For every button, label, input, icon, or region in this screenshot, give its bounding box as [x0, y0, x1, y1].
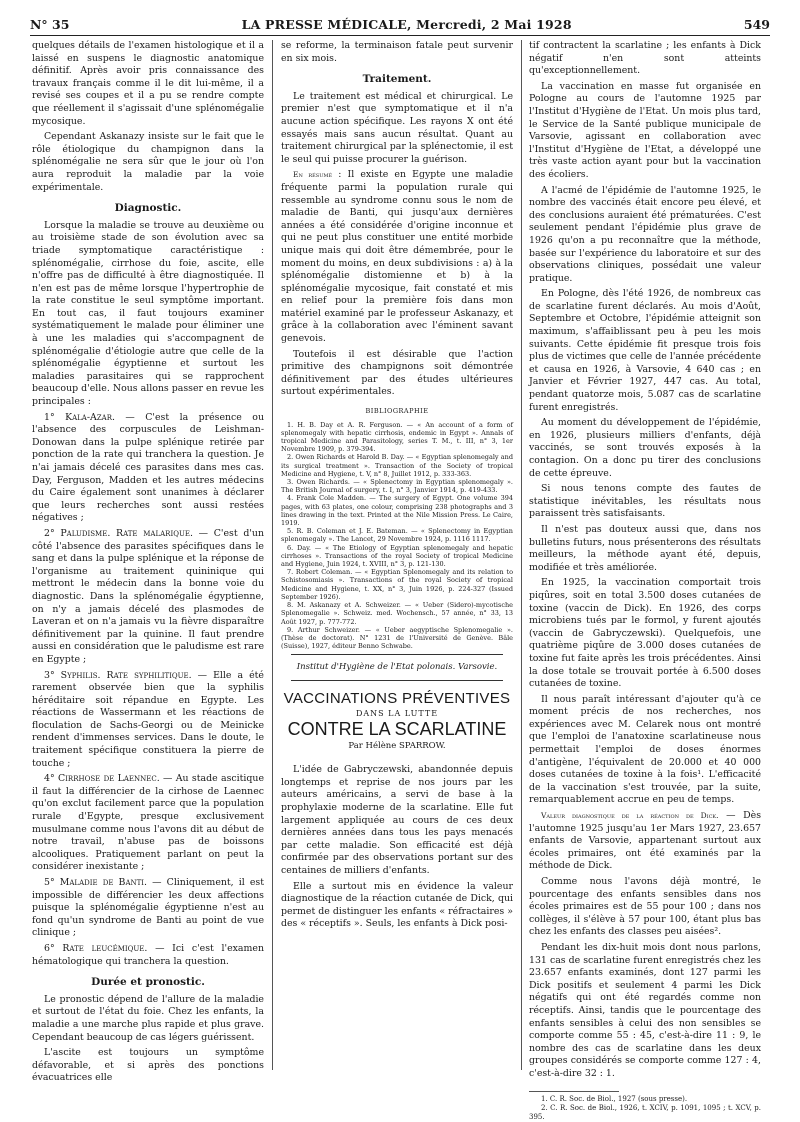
- paragraph: Comme nous l'avons déjà montré, le pourcentage des enfants sensibles dans nos écoles primaires est de 55 pour 100 ; dans nos collèges, il s'élève à 57 pour 100, étant plus bas chez les enfants des classes peu aisées².: [529, 876, 761, 938]
- divider: [291, 654, 503, 655]
- bibliography-entry: 5. R. B. Coleman et J. E. Bateman. — « Splenectomy in Egyptian splenomegaly ». The Lancet, 29 Novembre 1924, p. 1116 1117.: [281, 527, 513, 544]
- page-number: 549: [743, 17, 770, 32]
- item-lead: 2° Paludisme. Rate malarique.: [44, 527, 193, 539]
- paragraph: L'idée de Gabryczewski, abandonnée depuis longtemps et reprise de nos jours par les auteurs américains, a servi de base à la prophylaxie moderne de la scarlatine. Elle fut largement appliquée au cours de ces deux dernières années dans tous les pays menacés par cette maladie. Son efficacité est déjà confirmée par des observations portant sur des centaines de milliers d'enfants.: [281, 764, 513, 877]
- bibliography-entry: 9. Arthur Schweizer. — « Ueber aegyptische Splenomegalie ». (Thèse de doctorat). N° 1231 de l'Université de Genève. Bâle (Suisse), 1927, éditeur Benno Schwabe.: [281, 625, 513, 651]
- paragraph: Le traitement est médical et chirurgical. Le premier n'est que symptomatique et il n'a aucune action spécifique. Les rayons X ont été essayés mais sans aucun résultat. Quant au traitement chirurgical par la splénectomie, il est le seul qui puisse procurer la guérison.: [281, 90, 513, 165]
- article-title-2: DANS LA LUTTE: [355, 708, 439, 718]
- issue-number: N° 35: [30, 17, 70, 32]
- paragraph: Elle a surtout mis en évidence la valeur diagnostique de la réaction cutanée de Dick, qui permet de distinguer les enfants « réfractaires » des « réceptifs ». Seuls, les enfants à Dick posi-: [281, 880, 513, 930]
- paragraph: Le pronostic dépend de l'allure de la maladie et surtout de l'état du foie. Chez les enfants, la maladie a une marche plus rapide et plus grave. Cependant beaucoup de cas légers guérissent.: [32, 993, 264, 1043]
- paragraph: L'ascite est toujours un symptôme défavorable, et si après des ponctions évacuatrices elle: [32, 1047, 264, 1084]
- paragraph: Il n'est pas douteux aussi que, dans nos bulletins futurs, nous présenterons des résultats meilleurs, la méthode ayant été, depuis, modifiée et très améliorée.: [529, 523, 761, 573]
- paragraph: Il nous paraît intéressant d'ajouter qu'à ce moment précis de nos recherches, nos expériences avec M. Celarek nous ont montré que l'emploi de l'anatoxine scarlatineuse nous permettait l'emploi de doses énormes d'antigène, l'équivalent de 20.000 et 40 000 doses cutanées de toxine à la fois¹. L'efficacité de la vaccination s'est trouvée, par la suite, remarquablement accrue en peu de temps.: [529, 693, 761, 806]
- section-heading: Durée et pronostic.: [91, 976, 205, 989]
- bibliography-entry: 7. Robert Coleman. — « Egyptian Splenomegaly and its relation to Schistosomiasis ». Transactions of the royal Society of tropical Medicine and Hygiene, t. XX, n° 3, Juin 1926, p. 224-327 (Issued September 1926).: [281, 568, 513, 601]
- bibliography-entry: 8. M. Askanazy et A. Schweizer. — « Ueber (Sidero)-mycotische Splenomegalie ». Schweiz. med. Wochensch., 57 année, n° 33, 13 Août 1927, p. 777-772.: [281, 601, 513, 626]
- paragraph: quelques détails de l'examen histologique et il a laissé en suspens le diagnostic anatomique définitif. Après avoir pris connaissance des travaux français comme il le dit lui-même, il a revisé ses coupes et il a pu se rendre compte que réellement il s'agissait d'une splénomégalie mycosique.: [32, 40, 264, 127]
- column-divider: [272, 40, 273, 1070]
- list-item: 6° Rate leucémique. — Ici c'est l'examen hématologique qui tranchera la question.: [32, 942, 264, 967]
- bibliography-entry: 6. Day. — « The Etiology of Egyptian splenomegaly and hepatic cirrhoses ». Transactions of the royal Society of tropical Medicine and Hygiene, Juin 1924, t. XVIII, n° 3, p. 121-130.: [281, 543, 513, 569]
- section-heading: Diagnostic.: [114, 202, 182, 215]
- subsection-lead: Valeur diagnostique de la réaction de Dick.: [541, 811, 719, 821]
- article-title-1: VACCINATIONS PRÉVENTIVES: [283, 689, 511, 707]
- list-item: 2° Paludisme. Rate malarique. — C'est d'un côté l'absence des parasites spécifiques dans le sang et dans la pulpe splénique et la réponse de l'organisme au traitement quininique qui mettront le médecin dans la bonne voie du diagnostic. Dans la splénomégalie égyptienne, on n'y a jamais décelé des plasmodes de Laveran et on n'a jamais vu la fièvre disparaître définitivement par la quinine. Il faut prendre aussi en considération que le paludisme est rare en Egypte ;: [32, 527, 264, 665]
- column-3: [529, 40, 761, 1122]
- paragraph: La vaccination en masse fut organisée en Pologne au cours de l'automne 1925 par l'Institut d'Hygiène de l'Etat. Un mois plus tard, le Service de la Santé publique municipale de Varsovie, agissant en collaboration avec l'Institut d'Hygiène de l'Etat, a développé une très vaste action ayant pour but la vaccination des écoliers.: [529, 80, 761, 180]
- paragraph: Valeur diagnostique de la réaction de Dick. — Dès l'automne 1925 jusqu'au 1er Mars 1927, 23.657 enfants de Varsovie, appartenant surtout aux écoles primaires, ont été examinés par la méthode de Dick.: [529, 810, 762, 872]
- bibliography-list: [281, 421, 513, 651]
- divider: [291, 680, 503, 681]
- item-lead: 1° Kala-Azar.: [44, 411, 115, 423]
- column-2: [281, 40, 513, 934]
- paragraph: Au moment du développement de l'épidémie, en 1926, plusieurs milliers d'enfants, déjà vaccinés, se sont trouvés exposés à la contagion. On a donc pu tirer des conclusions de cette épreuve.: [529, 417, 761, 479]
- article-author: Par Hélène SPARROW.: [348, 740, 446, 751]
- paragraph: se reforme, la terminaison fatale peut survenir en six mois.: [281, 40, 513, 64]
- paragraph: Lorsque la maladie se trouve au deuxième ou au troisième stade de son évolution avec sa triade symptomatique caractéristique : splénomégalie, cirrhose du foie, ascite, elle n'offre pas de difficulté à être diagnostiquée. Il n'en est pas de même lorsque l'hypertrophie de la rate constitue le seul symptôme important. En tout cas, il faut toujours examiner systématiquement le malade pour éliminer une à une les maladies qui s'accompagnent de splénomégalie d'étiologie autre que celle de la splénomégalie égyptienne et surtout les maladies parasitaires qui se rapprochent beaucoup d'elle. Nous allons passer en revue les principales :: [32, 219, 264, 408]
- paragraph: Pendant les dix-huit mois dont nous parlons, 131 cas de scarlatine furent enregistrés chez les 23.657 enfants examinés, dont 127 parmi les Dick positifs et seulement 4 parmi les Dick négatifs qui ont été regardés comme non réceptifs. Ainsi, tandis que le pourcentage des enfants sensibles à celui des non sensibles se comporte comme 55 : 45, c'est-à-dire 11 : 9, le nombre des cas de scarlatine dans les deux groupes considérés se comporte comme 127 : 4, c'est-à-dire 32 : 1.: [529, 941, 761, 1079]
- paragraph: Cependant Askanazy insiste sur le fait que le rôle étiologique du champignon dans la splénomégalie ne sera sûr que le jour où l'on aura reproduit la maladie par la voie expérimentale.: [32, 131, 264, 193]
- list-item: 1° Kala-Azar. — C'est la présence ou l'absence des corpuscules de Leishman-Donowan dans la pulpe splénique retirée par ponction de la rate qui tranchera la question. Je n'ai jamais décelé ces parasites dans mes cas. Day, Ferguson, Madden et les autres médecins du Caire également sont unanimes à déclarer que leurs recherches sont aussi restées négatives ;: [32, 411, 264, 524]
- bibliography-entry: 3. Owen Richards. — « Splenectomy in Egyptian splenomegaly ». The British Journal of surgery, t. I, n° 3, Janvier 1914, p. 419-433.: [281, 478, 513, 495]
- column-1: [32, 40, 264, 1088]
- bibliography-heading: BIBLIOGRAPHIE: [365, 407, 429, 416]
- footnote-rule: [529, 1091, 619, 1092]
- bibliography-entry: 4. Frank Cole Madden. — The surgery of Egypt. One volume 394 pages, with 63 plates, one colour, comprising 238 photographs and 3 lines drawing in the text. Printed at the Nile Mission Press. Le Caire, 1919.: [281, 494, 513, 528]
- summary-lead: En résumé: [293, 170, 333, 180]
- item-lead: 3° Syphilis. Rate syphilitique.: [44, 669, 192, 681]
- section-heading: Traitement.: [362, 73, 432, 86]
- list-item: 5° Maladie de Banti. — Cliniquement, il est impossible de différencier les deux affections puisque la splénomégalie égyptienne n'est au fond qu'un syndrome de Banti au point de vue clinique ;: [32, 877, 264, 939]
- bibliography-entry: 1. H. B. Day et A. R. Ferguson. — « An account of a form of splenomegaly with hepatic cirrhosis, endemic in Egypt ». Annals of tropical Medicine and Parasitology, series T. M., t. III, n° 3, 1er Novembre 1909, p. 379-394.: [281, 420, 513, 454]
- page-header: [30, 14, 770, 36]
- bibliography-entry: 2. Owen Richards et Harold B. Day. — « Egyptian splenomegaly and its surgical treatment ». Transaction of the Society of tropical Medicine and Hygiene, t. V, n° 8, Juillet 1912, p. 333-363.: [281, 453, 513, 478]
- journal-title: LA PRESSE MÉDICALE, Mercredi, 2 Mai 1928: [241, 17, 572, 32]
- column-divider: [521, 40, 522, 1070]
- article-title-3: CONTRE LA SCARLATINE: [287, 719, 507, 740]
- item-lead: 6° Rate leucémique.: [44, 942, 148, 954]
- item-lead: 4° Cirrhose de Laennec.: [44, 773, 160, 785]
- paragraph: En résumé : Il existe en Egypte une maladie fréquente parmi la population rurale qui ressemble au syndrome connu sous le nom de maladie de Banti, qui jusqu'aux dernières années a été considérée d'origine inconnue et qui ne peut plus constituer une entité morbide unique mais qui doit être démembrée, pour le moment du moins, en deux subdivisions : a) à la splénomégalie distomienne et b) à la splénomégalie mycosique, fait constaté et mis en relief pour la première fois dans mon matériel examiné par le professeur Askanazy, et grâce à la collaboration avec l'éminent savant genevois.: [281, 169, 513, 345]
- footnote: 2. C. R. Soc. de Biol., 1926, t. XCIV, p. 1091, 1095 ; t. XCV, p. 395.: [529, 1103, 761, 1121]
- paragraph: En Pologne, dès l'été 1926, de nombreux cas de scarlatine furent déclarés. Au mois d'Août, Septembre et Octobre, l'épidémie atteignit son maximum, s'affaiblissant peu à peu les mois suivants. Cette épidémie fit presque trois fois plus de victimes que celle de l'année précédente et causa en 1926, à Varsovie, 4 640 cas ; en Janvier et Février 1927, 447 cas. Au total, pendant quatorze mois, 5.087 cas de scarlatine furent enregistrés.: [529, 288, 761, 413]
- paragraph: Si nous tenons compte des fautes de statistique inévitables, les résultats nous paraissent très satisfaisants.: [529, 483, 761, 520]
- paragraph: En 1925, la vaccination comportait trois piqûres, soit en total 3.500 doses cutanées de toxine (vaccin de Dick). En 1926, des corps microbiens tués par le formol, y furent ajoutés (vaccin de Gabryczewski). Quelquefois, une quatrième piqûre de 3.000 doses cutanées de toxine fut faite après les trois précédentes. Ainsi la dose totale se trouvait portée à 6.500 doses cutanées de toxine.: [529, 577, 761, 690]
- list-item: 3° Syphilis. Rate syphilitique. — Elle a été rarement observée bien que la syphilis héréditaire soit répandue en Egypte. Les réactions de Wassermann et les réactions de floculation de Sachs-Georgi ou de Meinicke rendent d'immenses services. Dans le doute, le traitement spécifique constituera la pierre de touche ;: [32, 669, 264, 769]
- item-lead: 5° Maladie de Banti.: [44, 877, 148, 888]
- paragraph: tif contractent la scarlatine ; les enfants à Dick négatif n'en sont atteints qu'exceptionnellement.: [529, 40, 761, 77]
- footnote: 1. C. R. Soc. de Biol., 1927 (sous presse).: [541, 1094, 688, 1103]
- institute-line: Institut d'Hygiène de l'Etat polonais. Varsovie.: [296, 662, 498, 673]
- paragraph: A l'acmé de l'épidémie de l'automne 1925, le nombre des vaccinés était encore peu élevé, et des conclusions auraient été prématurées. C'est seulement pendant l'épidémie plus grave de 1926 qu'on a pu reconnaître que la méthode, basée sur l'expérience du laboratoire et sur des observations cliniques, possédait une valeur pratique.: [529, 184, 761, 284]
- list-item: 4° Cirrhose de Laennec. — Au stade ascitique il faut la différencier de la cirhose de Laennec qu'on exclut facilement parce que la population rurale d'Egypte, presque exclusivement musulmane comme nous l'avons dit au début de notre travail, n'abuse pas de boissons alcooliques. Pratiquement parlant on peut la considérer inexistante ;: [32, 773, 264, 873]
- paragraph: Toutefois il est désirable que l'action primitive des champignons soit démontrée définitivement par des études ultérieures surtout expérimentales.: [281, 348, 513, 398]
